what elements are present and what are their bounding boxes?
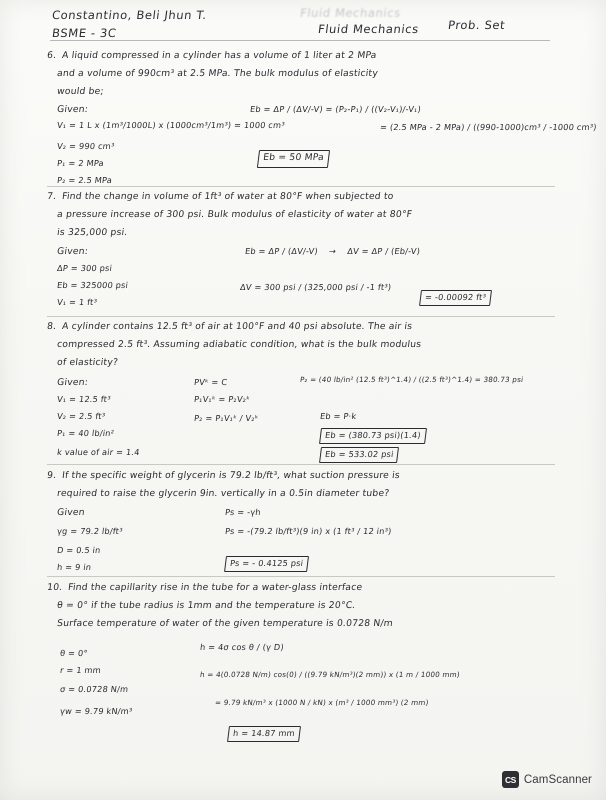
problem-6-line-1: A liquid compressed in a cylinder has a volume of 1 liter at 2 MPa [61, 50, 378, 61]
subject-title: Fluid Mechanics [317, 22, 420, 36]
problem-9-number: 9. [46, 470, 57, 481]
problem-6-number: 6. [46, 50, 57, 61]
problem-6-line-2: and a volume of 990cm³ at 2.5 MPa. The bulk modulus of elasticity [56, 68, 379, 79]
problem-8-answer-box: Eb = 533.02 psi [319, 447, 399, 463]
problem-9-line-1: If the specific weight of glycerin is 79.2 lb/ft³, what suction pressure is [61, 470, 401, 481]
problem-9-divider [47, 576, 555, 577]
problem-7-given-3: V₁ = 1 ft³ [56, 297, 98, 307]
camscanner-label: CamScanner [523, 773, 592, 786]
problem-8-work-3: P₂ = P₁V₁ᵏ / V₂ᵏ [193, 413, 260, 423]
problem-7-given-label: Given: [56, 246, 89, 257]
problem-6-given-3: P₁ = 2 MPa [56, 158, 105, 168]
assignment-title: Prob. Set [447, 18, 507, 32]
problem-8-given-2: V₂ = 2.5 ft³ [56, 411, 106, 421]
problem-9-given-label: Given [56, 507, 86, 518]
problem-8-given-label: Given: [56, 377, 89, 388]
problem-8-work-4: P₂ = (40 lb/in² (12.5 ft³)^1.4) / ((2.5 ft³)^1.4) = 380.73 psi [299, 375, 524, 384]
problem-8-line-1: A cylinder contains 12.5 ft³ of air at 100°F and 40 psi absolute. The air is [61, 321, 413, 332]
problem-7-line-1: Find the change in volume of 1ft³ of water at 80°F when subjected to [61, 191, 395, 202]
problem-6-answer [257, 150, 330, 168]
problem-8-given-3: P₁ = 40 lb/in² [56, 428, 115, 438]
problem-10-work-3: = 9.79 kN/m³ x (1000 N / kN) x (m³ / 1000 mm³) (2 mm) [214, 698, 430, 707]
problem-7-answer [419, 290, 492, 306]
problem-8-work-6 [319, 428, 427, 444]
problem-7-work-1: Eb = ΔP / (ΔV/-V) → ΔV = ΔP / (Eb/-V) [244, 246, 421, 256]
problem-9-given-1: γg = 79.2 lb/ft³ [56, 526, 124, 536]
problem-10-answer-box: h = 14.87 mm [227, 726, 301, 742]
problem-10-given-3: σ = 0.0728 N/m [59, 684, 129, 694]
problem-9-given-3: h = 9 in [56, 562, 92, 572]
problem-6-work-1: Eb = ΔP / (ΔV/-V) = (P₂-P₁) / ((V₂-V₁)/-V₁) [249, 104, 422, 114]
problem-8-work-2: P₁V₁ᵏ = P₂V₂ᵏ [193, 394, 251, 404]
problem-10-work-2: h = 4(0.0728 N/m) cos(0) / ((9.79 kN/m³)(2 mm)) x (1 m / 1000 mm) [199, 670, 461, 679]
problem-10-given-1: θ = 0° [59, 648, 89, 658]
problem-8-line-2: compressed 2.5 ft³. Assuming adiabatic condition, what is the bulk modulus [56, 339, 422, 350]
student-name: Constantino, Beli Jhun T. [51, 8, 208, 22]
problem-10-answer [227, 726, 301, 742]
problem-8-given-1: V₁ = 12.5 ft³ [56, 394, 112, 404]
problem-6-given-1: V₁ = 1 L x (1m³/1000L) x (1000cm³/1m³) = 1000 cm³ [56, 120, 286, 130]
problem-8-work-6-box: Eb = (380.73 psi)(1.4) [319, 428, 427, 444]
problem-8-divider [47, 464, 555, 465]
problem-7-work-2: ΔV = 300 psi / (325,000 psi / -1 ft³) [239, 282, 392, 292]
problem-6-given-label: Given: [56, 104, 89, 115]
problem-9-answer-box: Ps = - 0.4125 psi [224, 556, 309, 572]
header-faint-subject: Fluid Mechanics [299, 6, 402, 20]
problem-9-line-2: required to raise the glycerin 9in. vertically in a 0.5in diameter tube? [56, 488, 390, 499]
problem-10-number: 10. [46, 582, 63, 593]
problem-10-work-1: h = 4σ cos θ / (γ D) [199, 642, 285, 652]
header-divider [50, 40, 550, 41]
problem-7-number: 7. [46, 191, 57, 202]
problem-6-work-2: = (2.5 MPa - 2 MPa) / ((990-1000)cm³ / -1000 cm³) [379, 122, 598, 132]
problem-9-work-1: Ps = -γh [224, 507, 262, 517]
camscanner-watermark [502, 771, 592, 788]
problem-6-given-4: P₂ = 2.5 MPa [56, 175, 113, 185]
problem-10-given-4: γw = 9.79 kN/m³ [59, 706, 134, 716]
problem-7-line-3: is 325,000 psi. [56, 227, 129, 238]
student-section: BSME - 3C [51, 26, 118, 40]
problem-10-line-3: Surface temperature of water of the given temperature is 0.0728 N/m [56, 618, 394, 629]
problem-7-given-2: Eb = 325000 psi [56, 280, 129, 290]
problem-7-given-1: ΔP = 300 psi [56, 263, 113, 273]
problem-7-answer-box: = -0.00092 ft³ [419, 290, 492, 306]
problem-7-divider [47, 316, 555, 317]
problem-6-line-3: would be; [56, 86, 105, 97]
problem-9-work-2: Ps = -(79.2 lb/ft³)(9 in) x (1 ft³ / 12 in³) [224, 526, 393, 536]
problem-6-answer-box: Eb = 50 MPa [257, 150, 330, 168]
problem-8-line-3: of elasticity? [56, 357, 119, 368]
problem-9-given-2: D = 0.5 in [56, 545, 102, 555]
problem-8-given-4: k value of air = 1.4 [56, 447, 141, 457]
problem-10-line-1: Find the capillarity rise in the tube for a water-glass interface [67, 582, 363, 593]
problem-7-line-2: a pressure increase of 300 psi. Bulk modulus of elasticity of water at 80°F [56, 209, 413, 220]
problem-8-number: 8. [46, 321, 57, 332]
camscanner-badge-icon: CS [502, 771, 519, 788]
problem-8-answer [319, 447, 399, 463]
problem-6-given-2: V₂ = 990 cm³ [56, 141, 116, 151]
problem-8-work-1: PVᵏ = C [193, 377, 228, 387]
problem-10-line-2: θ = 0° if the tube radius is 1mm and the temperature is 20°C. [56, 600, 357, 611]
problem-9-answer [224, 556, 309, 572]
problem-10-given-2: r = 1 mm [59, 665, 102, 675]
problem-8-work-5: Eb = P·k [319, 411, 358, 421]
problem-6-divider [47, 186, 555, 187]
